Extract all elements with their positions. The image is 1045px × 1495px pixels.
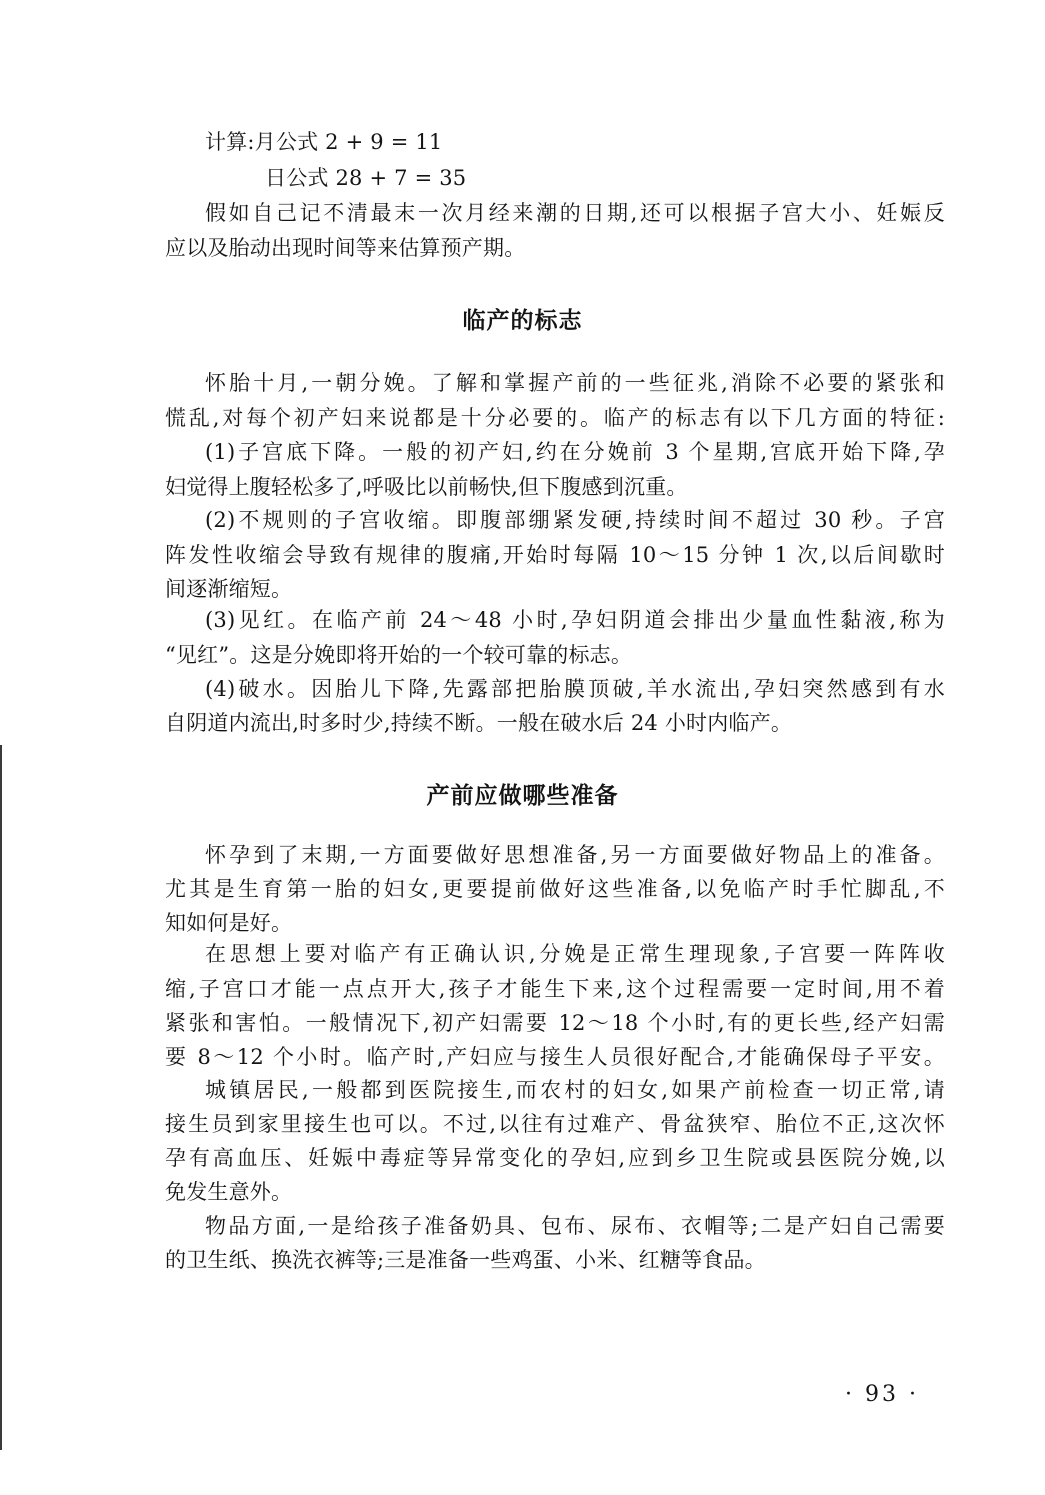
paragraph-line: (4)破水。因胎儿下降,先露部把胎膜顶破,羊水流出,孕妇突然感到有水 — [205, 677, 945, 701]
paragraph-line: 孕有高血压、妊娠中毒症等异常变化的孕妇,应到乡卫生院或县医院分娩,以 — [165, 1146, 945, 1170]
paragraph-line: 知如何是好。 — [165, 911, 293, 935]
paragraph-line: 间逐渐缩短。 — [165, 577, 293, 601]
paragraph-line: 怀孕到了末期,一方面要做好思想准备,另一方面要做好物品上的准备。 — [205, 843, 945, 867]
paragraph-line: (3)见红。在临产前 24～48 小时,孕妇阴道会排出少量血性黏液,称为 — [205, 608, 945, 632]
paragraph-line: 自阴道内流出,时多时少,持续不断。一般在破水后 24 小时内临产。 — [165, 711, 793, 735]
paragraph-line: 城镇居民,一般都到医院接生,而农村的妇女,如果产前检查一切正常,请 — [205, 1078, 945, 1102]
page-number: · 93 · — [845, 1382, 919, 1407]
paragraph-line: 要 8～12 个小时。临产时,产妇应与接生人员很好配合,才能确保母子平安。 — [165, 1045, 945, 1069]
paragraph-line: 妇觉得上腹轻松多了,呼吸比以前畅快,但下腹感到沉重。 — [165, 475, 688, 499]
paragraph-line: 在思想上要对临产有正确认识,分娩是正常生理现象,子宫要一阵阵收 — [205, 942, 945, 966]
intro-line: 假如自己记不清最末一次月经来潮的日期,还可以根据子宫大小、妊娠反 — [205, 201, 945, 225]
section-heading-labor-signs: 临产的标志 — [462, 308, 583, 334]
section-heading-preparation: 产前应做哪些准备 — [426, 783, 619, 809]
paragraph-line: 物品方面,一是给孩子准备奶具、包布、尿布、衣帽等;二是产妇自己需要 — [205, 1214, 945, 1238]
scan-edge-line — [0, 745, 2, 1450]
paragraph-line: 接生员到家里接生也可以。不过,以往有过难产、骨盆狭窄、胎位不正,这次怀 — [165, 1112, 945, 1136]
paragraph-line: (2)不规则的子宫收缩。即腹部绷紧发硬,持续时间不超过 30 秒。子宫 — [205, 508, 945, 532]
paragraph-line: (1)子宫底下降。一般的初产妇,约在分娩前 3 个星期,宫底开始下降,孕 — [205, 440, 945, 464]
paragraph-line: 怀胎十月,一朝分娩。了解和掌握产前的一些征兆,消除不必要的紧张和 — [205, 371, 945, 395]
paragraph-line: 紧张和害怕。一般情况下,初产妇需要 12～18 个小时,有的更长些,经产妇需 — [165, 1011, 945, 1035]
paragraph-line: 慌乱,对每个初产妇来说都是十分必要的。临产的标志有以下几方面的特征: — [165, 406, 945, 430]
paragraph-line: “见红”。这是分娩即将开始的一个较可靠的标志。 — [165, 643, 633, 667]
paragraph-line: 阵发性收缩会导致有规律的腹痛,开始时每隔 10～15 分钟 1 次,以后间歇时 — [165, 543, 945, 567]
paragraph-line: 尤其是生育第一胎的妇女,更要提前做好这些准备,以免临产时手忙脚乱,不 — [165, 877, 945, 901]
paragraph-line: 的卫生纸、换洗衣裤等;三是准备一些鸡蛋、小米、红糖等食品。 — [165, 1248, 766, 1272]
calc-month-formula: 计算:月公式 2 + 9 = 11 — [205, 130, 443, 154]
calc-day-formula: 日公式 28 + 7 = 35 — [265, 166, 467, 190]
paragraph-line: 缩,子宫口才能一点点开大,孩子才能生下来,这个过程需要一定时间,用不着 — [165, 977, 945, 1001]
intro-line: 应以及胎动出现时间等来估算预产期。 — [165, 236, 526, 260]
paragraph-line: 免发生意外。 — [165, 1180, 293, 1204]
